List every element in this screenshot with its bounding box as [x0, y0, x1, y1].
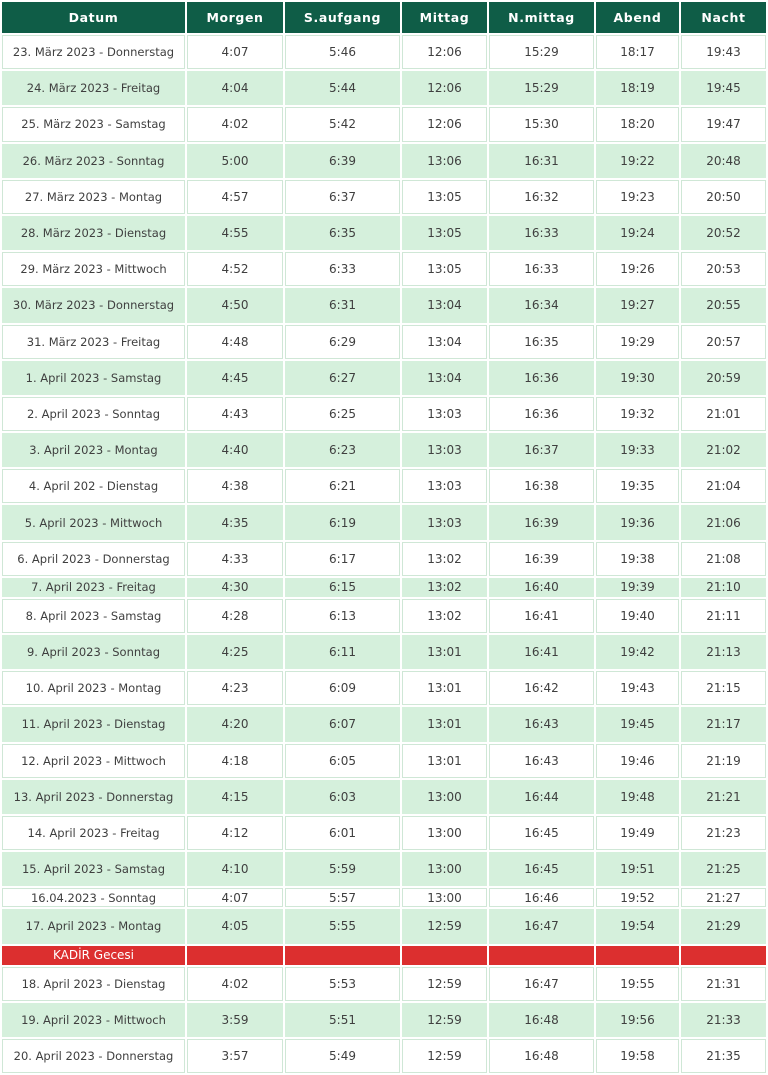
nacht-cell: 21:35 — [681, 1039, 766, 1073]
highlight-row — [2, 946, 766, 965]
date-cell: 15. April 2023 - Samstag — [2, 852, 185, 886]
nacht-cell: 21:06 — [681, 505, 766, 539]
nachmittag-cell: 16:33 — [489, 252, 594, 286]
table-row — [2, 816, 766, 850]
morgen-cell: 3:57 — [187, 1039, 283, 1073]
table-row — [2, 707, 766, 741]
mittag-cell: 12:59 — [402, 967, 487, 1001]
morgen-cell: 4:57 — [187, 180, 283, 214]
mittag-cell: 13:00 — [402, 852, 487, 886]
abend-cell: 19:54 — [596, 909, 679, 943]
mittag-cell: 13:03 — [402, 397, 487, 431]
date-cell: 10. April 2023 - Montag — [2, 671, 185, 705]
morgen-cell: 4:12 — [187, 816, 283, 850]
morgen-cell: 4:38 — [187, 469, 283, 503]
mittag-cell: 13:06 — [402, 144, 487, 178]
morgen-cell: 4:40 — [187, 433, 283, 467]
sonnenaufgang-cell: 6:07 — [285, 707, 400, 741]
nachmittag-cell: 16:34 — [489, 288, 594, 322]
table-row — [2, 252, 766, 286]
sonnenaufgang-cell: 5:44 — [285, 71, 400, 105]
date-cell: 28. März 2023 - Dienstag — [2, 216, 185, 250]
date-cell: 1. April 2023 - Samstag — [2, 361, 185, 395]
table-header — [2, 2, 766, 33]
morgen-cell: 5:00 — [187, 144, 283, 178]
sonnenaufgang-cell: 5:53 — [285, 967, 400, 1001]
nacht-cell: 19:43 — [681, 35, 766, 69]
sonnenaufgang-cell: 6:13 — [285, 599, 400, 633]
nacht-cell: 21:10 — [681, 578, 766, 597]
nachmittag-cell: 16:37 — [489, 433, 594, 467]
mittag-cell: 13:02 — [402, 542, 487, 576]
mittag-cell: 13:01 — [402, 671, 487, 705]
morgen-cell: 4:45 — [187, 361, 283, 395]
table-row — [2, 216, 766, 250]
table-row — [2, 35, 766, 69]
abend-cell: 19:56 — [596, 1003, 679, 1037]
date-cell: 23. März 2023 - Donnerstag — [2, 35, 185, 69]
nacht-cell: 21:29 — [681, 909, 766, 943]
mittag-cell: 13:00 — [402, 816, 487, 850]
morgen-cell: 4:07 — [187, 888, 283, 907]
date-cell: 11. April 2023 - Dienstag — [2, 707, 185, 741]
abend-cell: 19:46 — [596, 744, 679, 778]
table-row — [2, 542, 766, 576]
abend-cell: 19:35 — [596, 469, 679, 503]
header-row — [2, 2, 766, 33]
mittag-cell: 12:59 — [402, 1003, 487, 1037]
table-row — [2, 288, 766, 322]
date-cell: 20. April 2023 - Donnerstag — [2, 1039, 185, 1073]
mittag-cell: 13:02 — [402, 599, 487, 633]
mittag-cell: 12:59 — [402, 1039, 487, 1073]
table-row — [2, 671, 766, 705]
mittag-cell: 13:03 — [402, 505, 487, 539]
nacht-cell: 21:33 — [681, 1003, 766, 1037]
nachmittag-cell: 15:30 — [489, 107, 594, 141]
mittag-cell: 13:05 — [402, 252, 487, 286]
date-cell: 26. März 2023 - Sonntag — [2, 144, 185, 178]
sonnenaufgang-cell: 6:11 — [285, 635, 400, 669]
table-row — [2, 1003, 766, 1037]
table-row — [2, 635, 766, 669]
table-row — [2, 578, 766, 597]
nacht-cell: 21:21 — [681, 780, 766, 814]
table-row — [2, 744, 766, 778]
mittag-cell: 13:00 — [402, 888, 487, 907]
mittag-cell: 13:03 — [402, 433, 487, 467]
abend-cell: 19:38 — [596, 542, 679, 576]
highlight-cell — [187, 946, 283, 965]
morgen-cell: 4:02 — [187, 107, 283, 141]
abend-cell: 18:20 — [596, 107, 679, 141]
abend-cell: 19:49 — [596, 816, 679, 850]
date-cell: 24. März 2023 - Freitag — [2, 71, 185, 105]
sonnenaufgang-cell: 6:05 — [285, 744, 400, 778]
morgen-cell: 4:52 — [187, 252, 283, 286]
table-row — [2, 361, 766, 395]
nachmittag-cell: 16:47 — [489, 909, 594, 943]
sonnenaufgang-cell: 6:37 — [285, 180, 400, 214]
morgen-cell: 4:15 — [187, 780, 283, 814]
sonnenaufgang-cell: 6:01 — [285, 816, 400, 850]
nachmittag-cell: 16:36 — [489, 397, 594, 431]
abend-cell: 19:30 — [596, 361, 679, 395]
sonnenaufgang-cell: 5:49 — [285, 1039, 400, 1073]
nachmittag-cell: 16:39 — [489, 542, 594, 576]
date-cell: 12. April 2023 - Mittwoch — [2, 744, 185, 778]
abend-cell: 19:43 — [596, 671, 679, 705]
morgen-cell: 4:43 — [187, 397, 283, 431]
abend-cell: 19:32 — [596, 397, 679, 431]
nacht-cell: 21:31 — [681, 967, 766, 1001]
table-row — [2, 888, 766, 907]
column-header-nachmittag: N.mittag — [489, 2, 594, 33]
sonnenaufgang-cell: 5:57 — [285, 888, 400, 907]
sonnenaufgang-cell: 6:09 — [285, 671, 400, 705]
date-cell: 19. April 2023 - Mittwoch — [2, 1003, 185, 1037]
nacht-cell: 21:02 — [681, 433, 766, 467]
mittag-cell: 12:06 — [402, 107, 487, 141]
sonnenaufgang-cell: 6:23 — [285, 433, 400, 467]
mittag-cell: 13:02 — [402, 578, 487, 597]
abend-cell: 19:26 — [596, 252, 679, 286]
highlight-cell — [489, 946, 594, 965]
mittag-cell: 13:01 — [402, 635, 487, 669]
date-cell: 2. April 2023 - Sonntag — [2, 397, 185, 431]
date-cell: 27. März 2023 - Montag — [2, 180, 185, 214]
nacht-cell: 19:45 — [681, 71, 766, 105]
highlight-cell — [681, 946, 766, 965]
nacht-cell: 21:13 — [681, 635, 766, 669]
abend-cell: 19:42 — [596, 635, 679, 669]
nacht-cell: 20:59 — [681, 361, 766, 395]
table-row — [2, 505, 766, 539]
abend-cell: 19:22 — [596, 144, 679, 178]
mittag-cell: 13:05 — [402, 180, 487, 214]
morgen-cell: 4:35 — [187, 505, 283, 539]
nachmittag-cell: 16:43 — [489, 707, 594, 741]
sonnenaufgang-cell: 5:59 — [285, 852, 400, 886]
highlight-cell — [402, 946, 487, 965]
morgen-cell: 4:18 — [187, 744, 283, 778]
highlight-label: KADİR Gecesi — [2, 946, 185, 965]
table-row — [2, 852, 766, 886]
table-row — [2, 967, 766, 1001]
sonnenaufgang-cell: 6:19 — [285, 505, 400, 539]
morgen-cell: 4:55 — [187, 216, 283, 250]
morgen-cell: 4:04 — [187, 71, 283, 105]
nachmittag-cell: 16:41 — [489, 599, 594, 633]
nachmittag-cell: 16:42 — [489, 671, 594, 705]
column-header-morgen: Morgen — [187, 2, 283, 33]
date-cell: 13. April 2023 - Donnerstag — [2, 780, 185, 814]
morgen-cell: 4:10 — [187, 852, 283, 886]
nacht-cell: 21:01 — [681, 397, 766, 431]
nacht-cell: 21:23 — [681, 816, 766, 850]
date-cell: 14. April 2023 - Freitag — [2, 816, 185, 850]
mittag-cell: 12:59 — [402, 909, 487, 943]
highlight-cell — [285, 946, 400, 965]
column-header-nacht: Nacht — [681, 2, 766, 33]
abend-cell: 19:24 — [596, 216, 679, 250]
nachmittag-cell: 16:40 — [489, 578, 594, 597]
nachmittag-cell: 16:41 — [489, 635, 594, 669]
table-row — [2, 107, 766, 141]
date-cell: 31. März 2023 - Freitag — [2, 325, 185, 359]
morgen-cell: 4:50 — [187, 288, 283, 322]
abend-cell: 19:58 — [596, 1039, 679, 1073]
nachmittag-cell: 16:39 — [489, 505, 594, 539]
mittag-cell: 12:06 — [402, 35, 487, 69]
column-header-mittag: Mittag — [402, 2, 487, 33]
nachmittag-cell: 16:47 — [489, 967, 594, 1001]
nachmittag-cell: 16:45 — [489, 852, 594, 886]
sonnenaufgang-cell: 5:51 — [285, 1003, 400, 1037]
abend-cell: 19:39 — [596, 578, 679, 597]
morgen-cell: 3:59 — [187, 1003, 283, 1037]
sonnenaufgang-cell: 6:21 — [285, 469, 400, 503]
table-row — [2, 144, 766, 178]
date-cell: 18. April 2023 - Dienstag — [2, 967, 185, 1001]
table-row — [2, 599, 766, 633]
nacht-cell: 21:25 — [681, 852, 766, 886]
date-cell: 29. März 2023 - Mittwoch — [2, 252, 185, 286]
nachmittag-cell: 16:35 — [489, 325, 594, 359]
abend-cell: 19:52 — [596, 888, 679, 907]
table-row — [2, 1039, 766, 1073]
abend-cell: 19:40 — [596, 599, 679, 633]
sonnenaufgang-cell: 5:42 — [285, 107, 400, 141]
nachmittag-cell: 16:38 — [489, 469, 594, 503]
nacht-cell: 19:47 — [681, 107, 766, 141]
date-cell: 3. April 2023 - Montag — [2, 433, 185, 467]
sonnenaufgang-cell: 6:29 — [285, 325, 400, 359]
nacht-cell: 20:52 — [681, 216, 766, 250]
nacht-cell: 21:19 — [681, 744, 766, 778]
nacht-cell: 21:11 — [681, 599, 766, 633]
abend-cell: 19:48 — [596, 780, 679, 814]
nachmittag-cell: 16:33 — [489, 216, 594, 250]
morgen-cell: 4:30 — [187, 578, 283, 597]
nachmittag-cell: 16:48 — [489, 1039, 594, 1073]
abend-cell: 19:45 — [596, 707, 679, 741]
morgen-cell: 4:48 — [187, 325, 283, 359]
nachmittag-cell: 15:29 — [489, 35, 594, 69]
nachmittag-cell: 15:29 — [489, 71, 594, 105]
abend-cell: 19:55 — [596, 967, 679, 1001]
sonnenaufgang-cell: 6:35 — [285, 216, 400, 250]
nacht-cell: 20:57 — [681, 325, 766, 359]
morgen-cell: 4:28 — [187, 599, 283, 633]
sonnenaufgang-cell: 6:25 — [285, 397, 400, 431]
table-row — [2, 433, 766, 467]
nacht-cell: 20:48 — [681, 144, 766, 178]
date-cell: 8. April 2023 - Samstag — [2, 599, 185, 633]
nachmittag-cell: 16:45 — [489, 816, 594, 850]
sonnenaufgang-cell: 6:27 — [285, 361, 400, 395]
mittag-cell: 13:05 — [402, 216, 487, 250]
column-header-abend: Abend — [596, 2, 679, 33]
date-cell: 6. April 2023 - Donnerstag — [2, 542, 185, 576]
date-cell: 16.04.2023 - Sonntag — [2, 888, 185, 907]
nachmittag-cell: 16:46 — [489, 888, 594, 907]
sonnenaufgang-cell: 6:39 — [285, 144, 400, 178]
table-row — [2, 469, 766, 503]
morgen-cell: 4:07 — [187, 35, 283, 69]
nacht-cell: 20:55 — [681, 288, 766, 322]
mittag-cell: 12:06 — [402, 71, 487, 105]
table-row — [2, 397, 766, 431]
morgen-cell: 4:23 — [187, 671, 283, 705]
table-body — [2, 35, 766, 1073]
mittag-cell: 13:01 — [402, 707, 487, 741]
column-header-sonnenaufgang: S.aufgang — [285, 2, 400, 33]
sonnenaufgang-cell: 6:15 — [285, 578, 400, 597]
mittag-cell: 13:03 — [402, 469, 487, 503]
sonnenaufgang-cell: 6:31 — [285, 288, 400, 322]
abend-cell: 19:27 — [596, 288, 679, 322]
nacht-cell: 21:08 — [681, 542, 766, 576]
nacht-cell: 21:15 — [681, 671, 766, 705]
abend-cell: 19:51 — [596, 852, 679, 886]
abend-cell: 19:33 — [596, 433, 679, 467]
date-cell: 17. April 2023 - Montag — [2, 909, 185, 943]
date-cell: 9. April 2023 - Sonntag — [2, 635, 185, 669]
date-cell: 7. April 2023 - Freitag — [2, 578, 185, 597]
abend-cell: 18:19 — [596, 71, 679, 105]
abend-cell: 19:23 — [596, 180, 679, 214]
date-cell: 5. April 2023 - Mittwoch — [2, 505, 185, 539]
nachmittag-cell: 16:36 — [489, 361, 594, 395]
table-row — [2, 780, 766, 814]
nachmittag-cell: 16:32 — [489, 180, 594, 214]
nachmittag-cell: 16:31 — [489, 144, 594, 178]
sonnenaufgang-cell: 6:17 — [285, 542, 400, 576]
sonnenaufgang-cell: 5:55 — [285, 909, 400, 943]
table-row — [2, 909, 766, 943]
table-row — [2, 71, 766, 105]
nachmittag-cell: 16:44 — [489, 780, 594, 814]
abend-cell: 19:36 — [596, 505, 679, 539]
morgen-cell: 4:20 — [187, 707, 283, 741]
morgen-cell: 4:05 — [187, 909, 283, 943]
morgen-cell: 4:25 — [187, 635, 283, 669]
abend-cell: 19:29 — [596, 325, 679, 359]
nacht-cell: 21:04 — [681, 469, 766, 503]
nachmittag-cell: 16:48 — [489, 1003, 594, 1037]
mittag-cell: 13:00 — [402, 780, 487, 814]
abend-cell: 18:17 — [596, 35, 679, 69]
nacht-cell: 21:17 — [681, 707, 766, 741]
nachmittag-cell: 16:43 — [489, 744, 594, 778]
column-header-date: Datum — [2, 2, 185, 33]
date-cell: 4. April 202 - Dienstag — [2, 469, 185, 503]
table-row — [2, 180, 766, 214]
nacht-cell: 20:53 — [681, 252, 766, 286]
sonnenaufgang-cell: 5:46 — [285, 35, 400, 69]
morgen-cell: 4:33 — [187, 542, 283, 576]
nacht-cell: 20:50 — [681, 180, 766, 214]
sonnenaufgang-cell: 6:33 — [285, 252, 400, 286]
highlight-cell — [596, 946, 679, 965]
table-row — [2, 325, 766, 359]
nacht-cell: 21:27 — [681, 888, 766, 907]
sonnenaufgang-cell: 6:03 — [285, 780, 400, 814]
mittag-cell: 13:04 — [402, 288, 487, 322]
date-cell: 30. März 2023 - Donnerstag — [2, 288, 185, 322]
mittag-cell: 13:04 — [402, 361, 487, 395]
mittag-cell: 13:04 — [402, 325, 487, 359]
date-cell: 25. März 2023 - Samstag — [2, 107, 185, 141]
mittag-cell: 13:01 — [402, 744, 487, 778]
morgen-cell: 4:02 — [187, 967, 283, 1001]
